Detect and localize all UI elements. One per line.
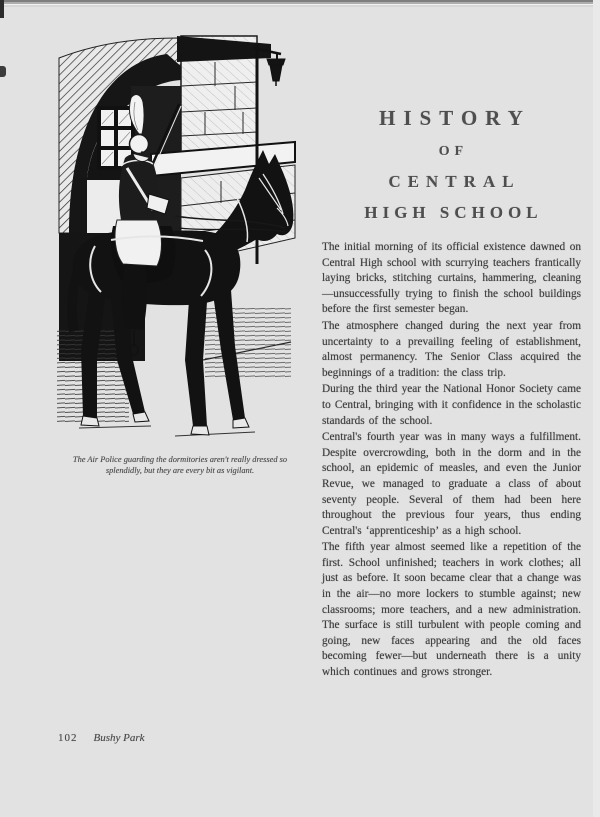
- scan-corner-mark: [0, 0, 4, 18]
- page-number: 102: [58, 732, 78, 744]
- body-paragraph-1: The initial morning of its official existence dawned on Central High school with scurrying teachers frantically laying bricks, stitching curtains, hammering, cleaning—unsuccessfully trying to finish the school buildings before the first semester began.: [322, 241, 581, 316]
- helmet: [130, 135, 149, 154]
- body-text: [322, 240, 581, 682]
- scan-edge-mark: [0, 66, 6, 77]
- boot: [122, 264, 147, 330]
- body-paragraph-3: During the third year the National Honor Society came to Central, bringing with it confidence in the scholastic standards of the school.: [322, 383, 581, 427]
- horse-guard-illustration: [55, 28, 303, 448]
- body-paragraph-2: The atmosphere changed during the next year from uncertainty to a prevailing feeling of establishment, almost permanency. The Senior Class acquired the beginnings of a tradition: the class trip.: [322, 319, 581, 379]
- scan-edge-right: [593, 0, 600, 817]
- page-title: [322, 106, 580, 223]
- title-line-high-school: HIGH SCHOOL: [364, 203, 543, 222]
- book-title: Bushy Park: [93, 732, 145, 744]
- title-line-of: OF: [438, 144, 469, 159]
- scan-edge-top: [0, 0, 600, 7]
- title-line-history: HISTORY: [379, 106, 531, 130]
- body-paragraph-5: The fifth year almost seemed like a repetition of the first. School unfinished; teachers in work clothes; all just as before. It soon became clear that a change was in the air—no more lockers to stumble against; new classrooms; more teachers, and a new administration. The surface is still turbulent with people coming and going, new faces appearing and the old faces becoming fewer—but underneath there is a unity which continues and grows stronger.: [322, 541, 581, 679]
- page-footer: [58, 732, 145, 744]
- title-line-central: CENTRAL: [388, 172, 521, 191]
- illustration-caption: The Air Police guarding the dormitories aren't really dressed so splendidly, but they are every bit as vigilant.: [72, 455, 288, 475]
- body-paragraph-4: Central's fourth year was in many ways a fulfillment. Despite overcrowding, both in the dorm and in the school, an epidemic of measles, and even the Junior Revue, we managed to graduate a class of about seventy people. Several of them had been here throughout the previous four years, thus ending Central's ‘apprenticeship’ as a high school.: [322, 431, 581, 537]
- breeches: [115, 220, 162, 266]
